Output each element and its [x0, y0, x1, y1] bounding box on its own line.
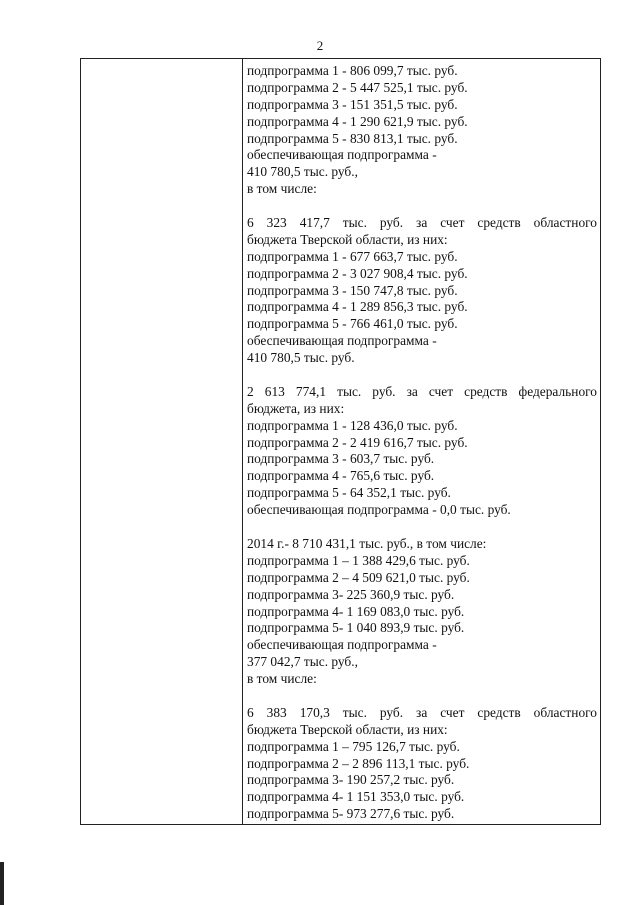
funding-block	[247, 536, 597, 688]
text-line: подпрограмма 1 - 677 663,7 тыс. руб.	[247, 248, 458, 264]
text-line: подпрограмма 4 - 1 290 621,9 тыс. руб.	[247, 113, 468, 129]
funding-block	[247, 705, 597, 823]
text-line: подпрограмма 5 - 830 813,1 тыс. руб.	[247, 130, 458, 146]
text-line: 410 780,5 тыс. руб.,	[247, 164, 358, 180]
text-line: обеспечивающая подпрограмма - 0,0 тыс. руб.	[247, 502, 511, 518]
text-line: обеспечивающая подпрограмма -	[247, 147, 437, 163]
text-line: бюджета, из них:	[247, 400, 345, 416]
text-line: подпрограмма 3- 190 257,2 тыс. руб.	[247, 772, 455, 788]
text-line: подпрограмма 3 - 603,7 тыс. руб.	[247, 451, 435, 467]
text-line: подпрограмма 4- 1 151 353,0 тыс. руб.	[247, 789, 465, 805]
text-line: подпрограмма 3 - 151 351,5 тыс. руб.	[247, 96, 458, 112]
text-line: подпрограмма 2 - 5 447 525,1 тыс. руб.	[247, 79, 468, 95]
text-line: 2 613 774,1 тыс. руб. за счет средств федерального	[247, 383, 597, 399]
page-number: 2	[316, 38, 324, 53]
block-spacer	[247, 688, 597, 705]
funding-block	[247, 63, 597, 198]
text-line: подпрограмма 5 - 766 461,0 тыс. руб.	[247, 316, 458, 332]
text-line: подпрограмма 5- 1 040 893,9 тыс. руб.	[247, 620, 465, 636]
text-line: подпрограмма 5- 973 277,6 тыс. руб.	[247, 806, 455, 822]
text-line: в том числе:	[247, 671, 317, 687]
text-line: в том числе:	[247, 181, 317, 197]
text-line: 6 323 417,7 тыс. руб. за счет средств областного	[247, 215, 597, 231]
text-line: подпрограмма 2 – 2 896 113,1 тыс. руб.	[247, 755, 470, 771]
text-line: 2014 г.- 8 710 431,1 тыс. руб., в том числе:	[247, 535, 487, 551]
funding-table	[80, 58, 601, 825]
text-line: подпрограмма 5 - 64 352,1 тыс. руб.	[247, 485, 451, 501]
funding-block	[247, 384, 597, 519]
table-right-cell	[247, 63, 597, 824]
text-line: подпрограмма 1 – 795 126,7 тыс. руб.	[247, 738, 460, 754]
text-line: подпрограмма 4 - 1 289 856,3 тыс. руб.	[247, 299, 468, 315]
block-spacer	[247, 519, 597, 536]
text-line: подпрограмма 3 - 150 747,8 тыс. руб.	[247, 282, 458, 298]
text-line: бюджета Тверской области, из них:	[247, 231, 448, 247]
text-line: подпрограмма 3- 225 360,9 тыс. руб.	[247, 586, 455, 602]
text-line: подпрограмма 2 - 3 027 908,4 тыс. руб.	[247, 265, 468, 281]
text-line: 377 042,7 тыс. руб.,	[247, 654, 358, 670]
block-spacer	[247, 198, 597, 215]
text-line: подпрограмма 1 – 1 388 429,6 тыс. руб.	[247, 552, 470, 568]
text-line: обеспечивающая подпрограмма -	[247, 637, 437, 653]
funding-block	[247, 215, 597, 367]
text-line: подпрограмма 4 - 765,6 тыс. руб.	[247, 468, 435, 484]
text-line: 6 383 170,3 тыс. руб. за счет средств областного	[247, 704, 597, 720]
text-line: подпрограмма 2 – 4 509 621,0 тыс. руб.	[247, 569, 470, 585]
text-line: подпрограмма 4- 1 169 083,0 тыс. руб.	[247, 603, 465, 619]
text-line: подпрограмма 1 - 128 436,0 тыс. руб.	[247, 417, 458, 433]
scan-edge-mark	[0, 862, 4, 905]
table-left-cell	[81, 59, 243, 824]
text-line: обеспечивающая подпрограмма -	[247, 333, 437, 349]
block-spacer	[247, 367, 597, 384]
text-line: 410 780,5 тыс. руб.	[247, 350, 355, 366]
text-line: подпрограмма 2 - 2 419 616,7 тыс. руб.	[247, 434, 468, 450]
text-line: подпрограмма 1 - 806 099,7 тыс. руб.	[247, 63, 458, 78]
text-line: бюджета Тверской области, из них:	[247, 721, 448, 737]
